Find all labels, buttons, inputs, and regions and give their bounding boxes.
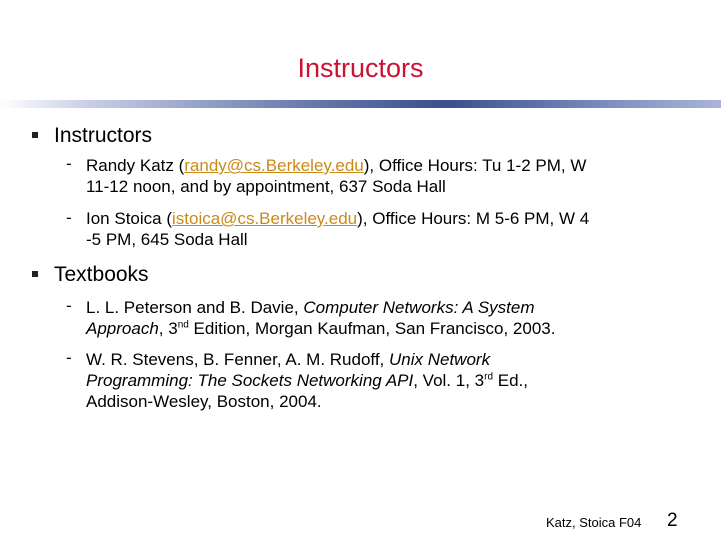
bullet-square-icon bbox=[32, 271, 38, 277]
text-run: -5 PM, 645 Soda Hall bbox=[86, 230, 248, 249]
dash-bullet: - bbox=[66, 348, 72, 367]
entry-line bbox=[86, 391, 528, 412]
dash-bullet: - bbox=[66, 208, 72, 227]
entry-line bbox=[86, 176, 586, 197]
textbook-entry-peterson bbox=[86, 297, 555, 339]
superscript: nd bbox=[177, 319, 189, 331]
text-run: Randy Katz ( bbox=[86, 156, 185, 175]
dash-bullet: - bbox=[66, 154, 72, 173]
entry-line bbox=[86, 297, 555, 318]
text-run: Ed., bbox=[493, 371, 528, 390]
email-link[interactable]: randy@cs.Berkeley.edu bbox=[184, 156, 364, 175]
entry-line bbox=[86, 370, 528, 391]
text-run: Edition, Morgan Kaufman, San Francisco, 2003. bbox=[188, 319, 556, 338]
text-run: Ion Stoica ( bbox=[86, 209, 172, 228]
text-run: L. L. Peterson and B. Davie, bbox=[86, 298, 304, 317]
text-run: ), Office Hours: M 5-6 PM, W 4 bbox=[357, 209, 590, 228]
section-heading-instructors: Instructors bbox=[54, 124, 153, 147]
text-run: , 3 bbox=[158, 319, 178, 338]
dash-bullet: - bbox=[66, 296, 72, 315]
italic-title: Approach bbox=[86, 319, 159, 338]
text-run: 11-12 noon, and by appointment, 637 Soda Hall bbox=[86, 177, 446, 196]
entry-line bbox=[86, 349, 528, 370]
text-run: , Vol. 1, 3 bbox=[413, 371, 485, 390]
italic-title: Unix Network bbox=[389, 350, 491, 369]
title-divider bbox=[0, 100, 721, 108]
bullet-square-icon bbox=[32, 132, 38, 138]
superscript: rd bbox=[484, 371, 494, 383]
section-heading-textbooks: Textbooks bbox=[54, 263, 149, 286]
instructor-entry-stoica bbox=[86, 208, 589, 250]
text-run: W. R. Stevens, B. Fenner, A. M. Rudoff, bbox=[86, 350, 389, 369]
entry-line bbox=[86, 318, 555, 339]
italic-title: Programming: The Sockets Networking API bbox=[86, 371, 414, 390]
email-link[interactable]: istoica@cs.Berkeley.edu bbox=[172, 209, 358, 228]
entry-line bbox=[86, 208, 589, 229]
slide-footer: Katz, Stoica F04 bbox=[546, 515, 642, 530]
page-number: 2 bbox=[667, 510, 678, 531]
instructor-entry-katz bbox=[86, 155, 586, 197]
text-run: Addison-Wesley, Boston, 2004. bbox=[86, 392, 322, 411]
italic-title: Computer Networks: A System bbox=[303, 298, 535, 317]
slide-title: Instructors bbox=[297, 53, 424, 83]
text-run: ), Office Hours: Tu 1-2 PM, W bbox=[363, 156, 587, 175]
textbook-entry-stevens bbox=[86, 349, 528, 412]
entry-line bbox=[86, 155, 586, 176]
entry-line bbox=[86, 229, 589, 250]
